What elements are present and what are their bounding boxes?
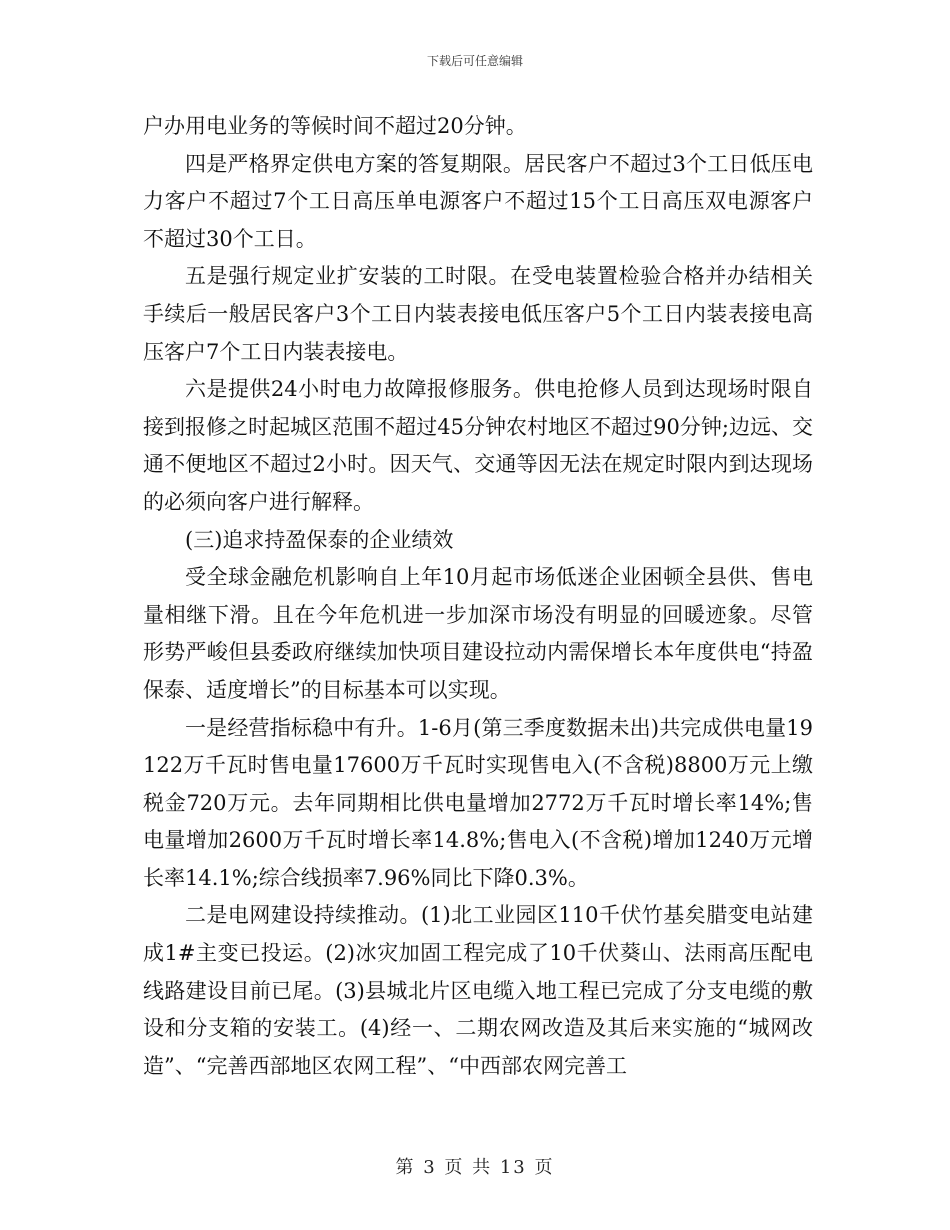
- section-heading: (三)追求持盈保泰的企业绩效: [185, 527, 454, 552]
- paragraph-6: 一是经营指标稳中有升。1-6月(第三季度数据未出)共完成供电量19122万千瓦时售电量17600万千瓦时实现售电入(不含税)8800万元上缴税金720万元。去年同期相比供电量增加2772万千瓦时增长率14%;售电量增加2600万千瓦时增长率14.8%;售电入(不含税)增加1240万元增长率14.1%;综合线损率7.96%同比下降0.3%。: [143, 715, 813, 890]
- page-header-note: 下载后可任意编辑: [426, 54, 523, 68]
- paragraph-1: 户办用电业务的等候时间不超过20分钟。: [143, 114, 527, 138]
- paragraph-4: 六是提供24小时电力故障报修服务。供电抢修人员到达现场时限自接到报修之时起城区范围不超过45分钟农村地区不超过90分钟;边远、交通不便地区不超过2小时。因天气、交通等因无法在规定时限内到达现场的必须向客户进行解释。: [143, 377, 813, 514]
- page-number: 第 3 页 共 13 页: [395, 1157, 555, 1178]
- paragraph-7: 二是电网建设持续推动。(1)北工业园区110千伏竹基矣腊变电站建成1#主变已投运。(2)冰灾加固工程完成了10千伏葵山、法雨高压配电线路建设目前已尾。(3)县城北片区电缆入地工程已完成了分支电缆的敷设和分支箱的安装工。(4)经一、二期农网改造及其后来实施的“城网改造”、“完善西部地区农网工程”、“中西部农网完善工: [143, 903, 813, 1078]
- paragraph-5: 受全球金融危机影响自上年10月起市场低迷企业困顿全县供、售电量相继下滑。且在今年危机进一步加深市场没有明显的回暖迹象。尽管形势严峻但县委政府继续加快项目建设拉动内需保增长本年度供电“持盈保泰、适度增长”的目标基本可以实现。: [143, 565, 813, 702]
- paragraph-2: 四是严格界定供电方案的答复期限。居民客户不超过3个工日低压电力客户不超过7个工日高压单电源客户不超过15个工日高压双电源客户不超过30个工日。: [143, 151, 813, 251]
- document-body: [143, 108, 813, 1085]
- paragraph-3: 五是强行规定业扩安装的工时限。在受电装置检验合格并办结相关手续后一般居民客户3个工日内装表接电低压客户5个工日内装表接电高压客户7个工日内装表接电。: [143, 264, 813, 364]
